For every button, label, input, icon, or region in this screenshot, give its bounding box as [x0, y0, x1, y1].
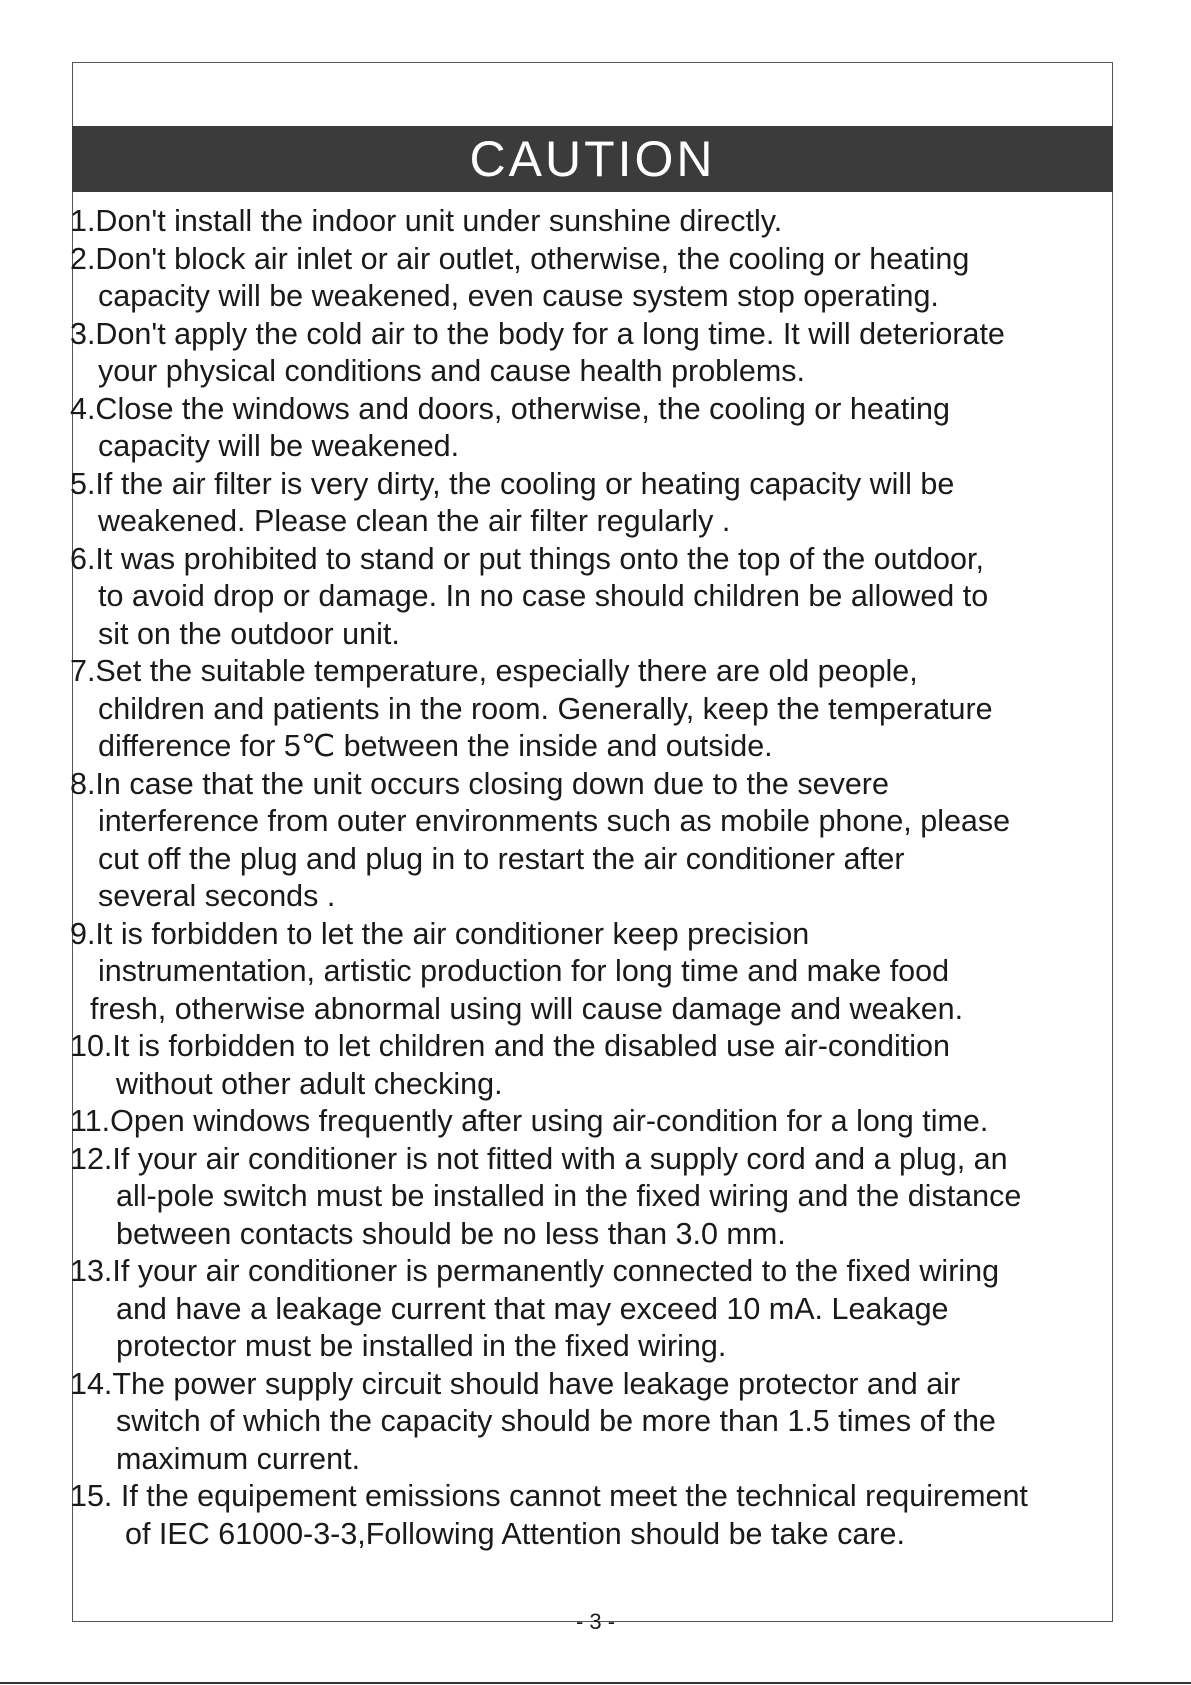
caution-item-14 [70, 1366, 1130, 1479]
item-line: 10.It is forbidden to let children and the disabled use air-condition [70, 1029, 950, 1063]
item-line: capacity will be weakened. [98, 429, 460, 463]
caution-item-12 [70, 1141, 1130, 1254]
item-line: 9.It is forbidden to let the air conditioner keep precision [70, 916, 810, 951]
item-line: difference for 5℃ between the inside and outside. [98, 729, 773, 763]
item-line: several seconds . [98, 879, 336, 913]
caution-item-3 [70, 316, 1130, 391]
caution-item-5 [70, 466, 1130, 541]
caution-banner [72, 126, 1113, 192]
item-line: interference from outer environments such as mobile phone, please [98, 804, 1011, 838]
item-line: your physical conditions and cause health problems. [98, 354, 805, 388]
item-line: 15. If the equipement emissions cannot meet the technical requirement [70, 1479, 1028, 1513]
item-line: fresh, otherwise abnormal using will cause damage and weaken. [90, 991, 964, 1026]
caution-item-2 [70, 241, 1130, 316]
item-line: 12.If your air conditioner is not fitted with a supply cord and a plug, an [70, 1141, 1008, 1176]
item-line: and have a leakage current that may exceed 10 mA. Leakage [116, 1291, 949, 1326]
caution-item-9 [70, 916, 1130, 1029]
page-number: - 3 - [575, 1609, 616, 1634]
caution-item-1 [70, 203, 1130, 241]
item-line: protector must be installed in the fixed wiring. [116, 1329, 727, 1363]
item-line: 6.It was prohibited to stand or put things onto the top of the outdoor, [70, 541, 984, 576]
item-line: 11.Open windows frequently after using air-condition for a long time. [70, 1104, 989, 1138]
caution-item-15 [70, 1478, 1130, 1553]
item-line: weakened. Please clean the air filter regularly . [98, 504, 731, 538]
caution-title: CAUTION [469, 131, 716, 187]
caution-item-6 [70, 541, 1130, 654]
item-line: 8.In case that the unit occurs closing down due to the severe [70, 766, 889, 801]
caution-item-7 [70, 653, 1130, 766]
caution-item-4 [70, 391, 1130, 466]
item-line: 7.Set the suitable temperature, especially there are old people, [70, 654, 918, 688]
item-line: 3.Don't apply the cold air to the body for a long time. It will deteriorate [70, 316, 1005, 351]
item-line: 5.If the air filter is very dirty, the cooling or heating capacity will be [70, 466, 955, 501]
item-line: capacity will be weakened, even cause system stop operating. [98, 279, 939, 313]
item-line: cut off the plug and plug in to restart the air conditioner after [98, 841, 905, 876]
item-line: 2.Don't block air inlet or air outlet, otherwise, the cooling or heating [70, 241, 970, 276]
item-line: children and patients in the room. Generally, keep the temperature [98, 691, 993, 726]
caution-list [70, 203, 1130, 1553]
caution-item-8 [70, 766, 1130, 916]
bottom-divider [0, 1682, 1191, 1684]
item-line: between contacts should be no less than 3.0 mm. [116, 1216, 786, 1251]
caution-item-11 [70, 1103, 1130, 1141]
item-line: 1.Don't install the indoor unit under sunshine directly. [70, 204, 783, 238]
item-line: to avoid drop or damage. In no case should children be allowed to [98, 579, 989, 613]
item-line: sit on the outdoor unit. [98, 616, 400, 651]
item-line: 13.If your air conditioner is permanently connected to the fixed wiring [70, 1254, 1000, 1288]
item-line: maximum current. [116, 1441, 361, 1476]
item-line: 4.Close the windows and doors, otherwise, the cooling or heating [70, 391, 950, 426]
item-line: without other adult checking. [116, 1066, 503, 1101]
caution-item-10 [70, 1028, 1130, 1103]
item-line: switch of which the capacity should be more than 1.5 times of the [116, 1404, 996, 1438]
caution-item-13 [70, 1253, 1130, 1366]
item-line: all-pole switch must be installed in the fixed wiring and the distance [116, 1179, 1022, 1213]
item-line: 14.The power supply circuit should have leakage protector and air [70, 1366, 961, 1401]
item-line: of IEC 61000-3-3,Following Attention should be take care. [125, 1516, 905, 1551]
item-line: instrumentation, artistic production for long time and make food [98, 954, 950, 988]
